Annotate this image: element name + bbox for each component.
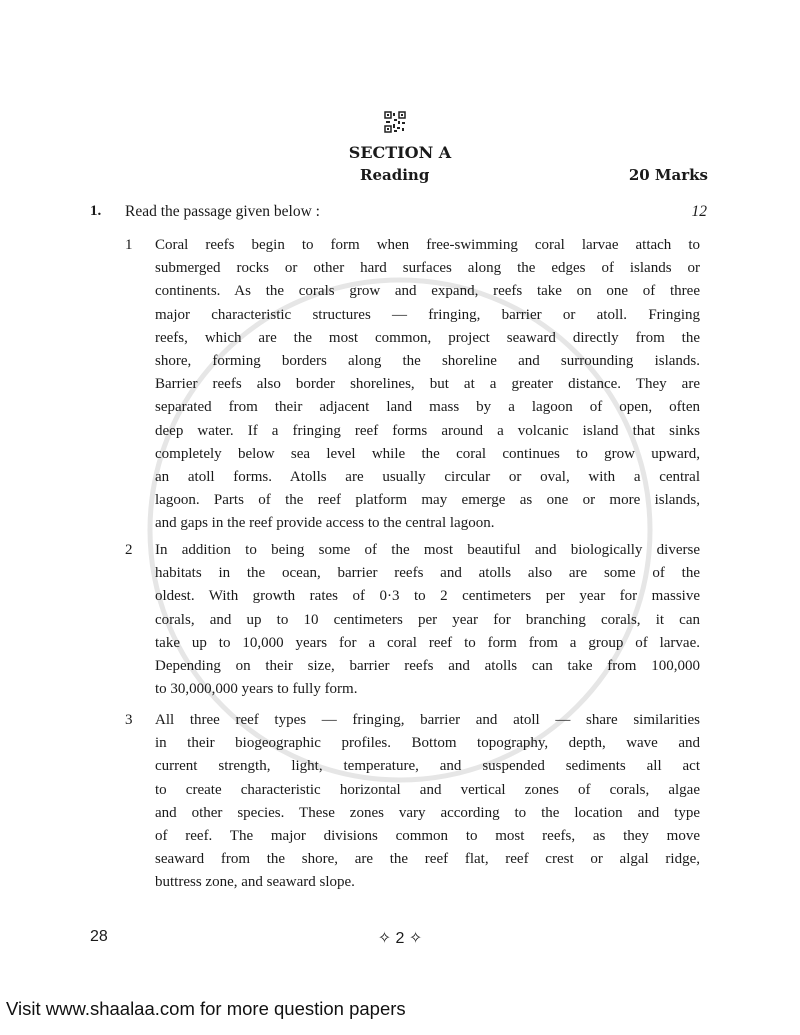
question-marks: 12 bbox=[691, 203, 707, 220]
passage-line: current strength, light, temperature, and suspended sediments all act bbox=[155, 758, 700, 775]
qr-code-icon bbox=[384, 111, 406, 133]
page-number: ✧ 2 ✧ bbox=[377, 930, 423, 947]
paragraph-number: 2 bbox=[125, 542, 133, 558]
section-marks: 20 Marks bbox=[628, 166, 708, 184]
passage-line: to create characteristic horizontal and vertical zones of corals, algae bbox=[155, 781, 700, 798]
section-subject: Reading bbox=[360, 166, 430, 184]
passage-line: continents. As the corals grow and expand, reefs take on one of three bbox=[155, 283, 700, 300]
passage-line: in their biogeographic profiles. Bottom topography, depth, wave and bbox=[155, 735, 700, 752]
question-number: 1. bbox=[90, 203, 102, 219]
passage-line: separated from their adjacent land mass by a lagoon of open, often bbox=[155, 399, 700, 416]
question-instruction: Read the passage given below : bbox=[125, 203, 320, 220]
passage-line: of reef. The major divisions common to most reefs, as they move bbox=[155, 827, 700, 844]
passage-line: completely below sea level while the coral continues to grow upward, bbox=[155, 445, 700, 462]
passage-paragraph-3 bbox=[155, 709, 700, 895]
passage-line: habitats in the ocean, barrier reefs and atolls also are some of the bbox=[155, 565, 700, 582]
passage-line: submerged rocks or other hard surfaces along the edges of islands or bbox=[155, 260, 700, 277]
passage-line: Barrier reefs also border shorelines, but at a greater distance. They are bbox=[155, 376, 700, 393]
paper-code: 28 bbox=[90, 928, 108, 945]
passage-line: take up to 10,000 years for a coral reef to form from a group of larvae. bbox=[155, 634, 700, 651]
passage-paragraph-2 bbox=[155, 539, 700, 701]
passage-line: reefs, which are the most common, project seaward directly from the bbox=[155, 329, 700, 346]
paragraph-number: 3 bbox=[125, 712, 133, 728]
passage-line: corals, and up to 10 centimeters per year for branching corals, it can bbox=[155, 611, 700, 628]
passage-line: lagoon. Parts of the reef platform may emerge as one or more islands, bbox=[155, 492, 700, 509]
passage-line: oldest. With growth rates of 0·3 to 2 centimeters per year for massive bbox=[155, 588, 700, 605]
passage-line: buttress zone, and seaward slope. bbox=[155, 874, 355, 891]
section-title: SECTION A bbox=[348, 143, 452, 162]
shaalaa-footer-link[interactable]: Visit www.shaalaa.com for more question papers bbox=[6, 998, 406, 1019]
passage-line: Coral reefs begin to form when free-swimming coral larvae attach to bbox=[155, 237, 700, 253]
passage-line: In addition to being some of the most beautiful and biologically diverse bbox=[155, 542, 700, 558]
passage-line: and gaps in the reef provide access to the central lagoon. bbox=[155, 515, 495, 532]
passage-line: an atoll forms. Atolls are usually circular or oval, with a central bbox=[155, 468, 700, 485]
paragraph-number: 1 bbox=[125, 237, 133, 253]
passage-line: Depending on their size, barrier reefs and atolls can take from 100,000 bbox=[155, 657, 700, 674]
passage-line: major characteristic structures — fringing, barrier or atoll. Fringing bbox=[155, 306, 700, 323]
passage-paragraph-1 bbox=[155, 234, 700, 535]
passage-line: shore, forming borders along the shoreline and surrounding islands. bbox=[155, 352, 700, 369]
passage-line: All three reef types — fringing, barrier and atoll — share similarities bbox=[155, 712, 700, 728]
passage-line: seaward from the shore, are the reef flat, reef crest or algal ridge, bbox=[155, 851, 700, 868]
passage-line: to 30,000,000 years to fully form. bbox=[155, 681, 358, 698]
passage-line: deep water. If a fringing reef forms around a volcanic island that sinks bbox=[155, 422, 700, 439]
passage-line: and other species. These zones vary according to the location and type bbox=[155, 804, 700, 821]
